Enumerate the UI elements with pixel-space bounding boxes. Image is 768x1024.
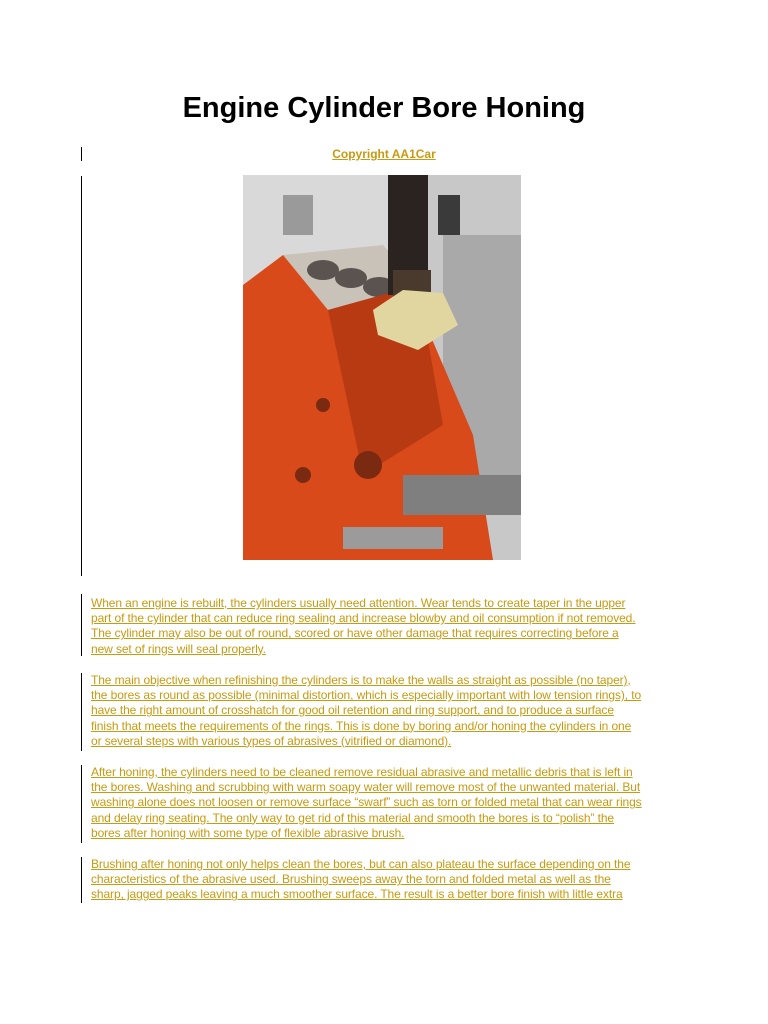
paragraph-line[interactable]: the bores as round as possible (minimal distortion, which is especially important with low tension rings), to bbox=[91, 688, 642, 703]
paragraph-line[interactable]: The cylinder may also be out of round, scored or have other damage that requires correcting before a bbox=[91, 626, 619, 641]
paragraph-line[interactable]: Brushing after honing not only helps clean the bores, but can also plateau the surface depending on the bbox=[91, 857, 631, 871]
paragraph-line[interactable]: bores after honing with some type of flexible abrasive brush. bbox=[91, 825, 405, 840]
paragraph-line[interactable]: finish that meets the requirements of the rings. This is done by boring and/or honing the cylinders in one bbox=[91, 718, 632, 733]
paragraph-line[interactable]: have the right amount of crosshatch for good oil retention and ring support, and to produce a surface bbox=[91, 703, 614, 718]
paragraph-line[interactable]: washing alone does not loosen or remove surface “swarf” such as torn or folded metal that can wear rings bbox=[91, 795, 642, 810]
paragraph-line[interactable]: When an engine is rebuilt, the cylinders usually need attention. Wear tends to create taper in the upper bbox=[91, 596, 626, 610]
paragraph bbox=[91, 765, 691, 841]
paragraph-line[interactable]: the bores. Washing and scrubbing with warm soapy water will remove most of the unwanted material. But bbox=[91, 780, 641, 795]
paragraph-line[interactable]: After honing, the cylinders need to be cleaned remove residual abrasive and metallic debris that is left in bbox=[91, 765, 633, 779]
quote-bar bbox=[81, 857, 82, 903]
paragraph-line[interactable]: The main objective when refinishing the cylinders is to make the walls as straight as possible (no taper), bbox=[91, 673, 631, 687]
quote-bar bbox=[81, 176, 82, 576]
quote-bar bbox=[81, 673, 82, 751]
page-title: Engine Cylinder Bore Honing bbox=[182, 92, 586, 124]
paragraph-line[interactable]: and delay ring seating. The only way to get rid of this material and smooth the bores is to “polish” the bbox=[91, 810, 615, 825]
quote-bar bbox=[81, 765, 82, 843]
paragraph bbox=[91, 596, 691, 657]
engine-block-photo bbox=[243, 175, 521, 560]
engine-block-illustration bbox=[243, 175, 521, 560]
paragraph-line[interactable]: or several steps with various types of abrasives (vitrified or diamond). bbox=[91, 733, 452, 748]
paragraph-line[interactable]: part of the cylinder that can reduce ring sealing and increase blowby and oil consumption if not removed. bbox=[91, 611, 636, 626]
paragraph-line[interactable]: sharp, jagged peaks leaving a much smoother surface. The result is a better bore finish with little extra bbox=[91, 887, 623, 902]
quote-bar bbox=[81, 594, 82, 656]
paragraph bbox=[91, 857, 691, 903]
copyright-link[interactable]: Copyright AA1Car bbox=[332, 147, 436, 161]
paragraph bbox=[91, 673, 691, 749]
paragraph-line[interactable]: new set of rings will seal properly. bbox=[91, 641, 266, 656]
paragraph-line[interactable]: characteristics of the abrasive used. Brushing sweeps away the torn and folded metal as well as the bbox=[91, 872, 611, 887]
